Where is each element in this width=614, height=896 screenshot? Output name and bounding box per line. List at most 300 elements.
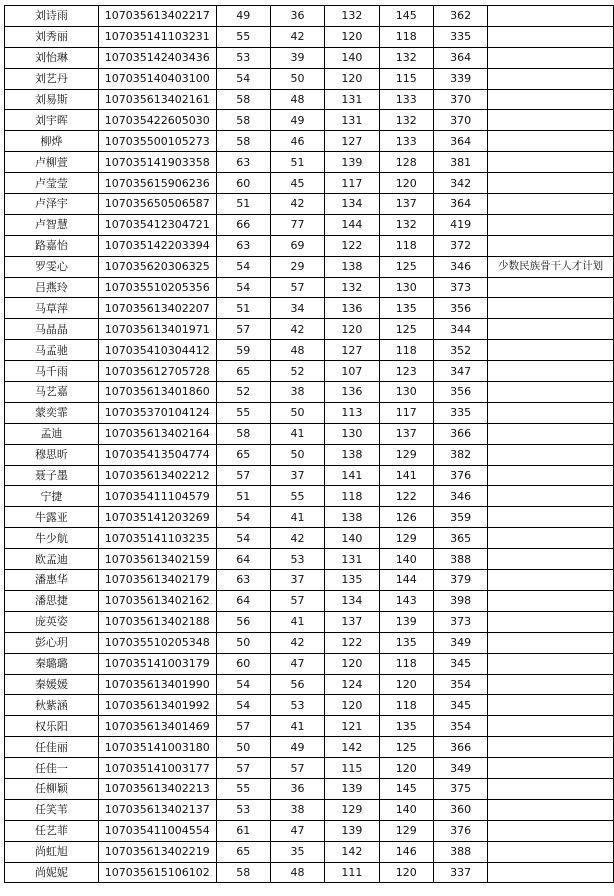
table-row (5, 674, 614, 695)
name-cell: 蒙奕霏 (5, 402, 99, 423)
score-4-cell: 120 (379, 758, 433, 779)
score-1-cell: 53 (216, 47, 270, 68)
total-score-cell: 364 (433, 131, 487, 152)
score-1-cell: 60 (216, 653, 270, 674)
table-row (5, 340, 614, 361)
total-score-cell: 359 (433, 507, 487, 528)
score-2-cell: 49 (270, 110, 324, 131)
score-3-cell: 120 (325, 695, 379, 716)
remark-cell (488, 507, 614, 528)
score-1-cell: 66 (216, 214, 270, 235)
total-score-cell: 349 (433, 632, 487, 653)
table-row (5, 486, 614, 507)
score-2-cell: 37 (270, 465, 324, 486)
score-2-cell: 51 (270, 152, 324, 173)
score-2-cell: 38 (270, 799, 324, 820)
table-row (5, 26, 614, 47)
name-cell: 牛露亚 (5, 507, 99, 528)
score-3-cell: 131 (325, 89, 379, 110)
score-2-cell: 53 (270, 549, 324, 570)
score-4-cell: 140 (379, 549, 433, 570)
score-4-cell: 135 (379, 716, 433, 737)
score-3-cell: 134 (325, 194, 379, 215)
score-2-cell: 42 (270, 26, 324, 47)
name-cell: 秦媛媛 (5, 674, 99, 695)
score-4-cell: 126 (379, 507, 433, 528)
score-4-cell: 125 (379, 737, 433, 758)
score-4-cell: 130 (379, 277, 433, 298)
exam-id-cell: 107035140403100 (98, 68, 216, 89)
name-cell: 柳烨 (5, 131, 99, 152)
name-cell: 卢智慧 (5, 214, 99, 235)
table-row (5, 361, 614, 382)
table-row (5, 778, 614, 799)
table-row (5, 319, 614, 340)
exam-id-cell: 107035370104124 (98, 402, 216, 423)
score-4-cell: 118 (379, 695, 433, 716)
remark-cell (488, 862, 614, 883)
score-2-cell: 42 (270, 194, 324, 215)
name-cell: 罗雯心 (5, 256, 99, 277)
exam-id-cell: 107035141203269 (98, 507, 216, 528)
table-row (5, 47, 614, 68)
remark-cell (488, 152, 614, 173)
total-score-cell: 419 (433, 214, 487, 235)
remark-cell (488, 570, 614, 591)
score-4-cell: 120 (379, 674, 433, 695)
score-3-cell: 107 (325, 361, 379, 382)
score-2-cell: 41 (270, 716, 324, 737)
score-1-cell: 58 (216, 110, 270, 131)
score-1-cell: 58 (216, 423, 270, 444)
remark-cell (488, 778, 614, 799)
table-row (5, 528, 614, 549)
score-3-cell: 121 (325, 716, 379, 737)
exam-id-cell: 107035613402212 (98, 465, 216, 486)
name-cell: 马千雨 (5, 361, 99, 382)
name-cell: 尚妮妮 (5, 862, 99, 883)
name-cell: 马艺嘉 (5, 382, 99, 403)
score-2-cell: 48 (270, 89, 324, 110)
exam-id-cell: 107035411004554 (98, 820, 216, 841)
table-row (5, 820, 614, 841)
exam-id-cell: 107035142403436 (98, 47, 216, 68)
score-3-cell: 122 (325, 632, 379, 653)
exam-id-cell: 107035613402164 (98, 423, 216, 444)
score-2-cell: 41 (270, 423, 324, 444)
name-cell: 潘惠华 (5, 570, 99, 591)
score-4-cell: 118 (379, 26, 433, 47)
exam-id-cell: 107035613402161 (98, 89, 216, 110)
exam-id-cell: 107035613401992 (98, 695, 216, 716)
score-1-cell: 54 (216, 674, 270, 695)
exam-id-cell: 107035422605030 (98, 110, 216, 131)
score-3-cell: 137 (325, 611, 379, 632)
score-3-cell: 117 (325, 173, 379, 194)
table-row (5, 570, 614, 591)
table-row (5, 444, 614, 465)
total-score-cell: 346 (433, 256, 487, 277)
score-3-cell: 130 (325, 423, 379, 444)
exam-id-cell: 107035141903358 (98, 152, 216, 173)
remark-cell (488, 382, 614, 403)
score-3-cell: 118 (325, 486, 379, 507)
score-1-cell: 51 (216, 194, 270, 215)
score-3-cell: 120 (325, 319, 379, 340)
total-score-cell: 382 (433, 444, 487, 465)
score-1-cell: 57 (216, 319, 270, 340)
score-3-cell: 138 (325, 256, 379, 277)
total-score-cell: 362 (433, 6, 487, 27)
score-4-cell: 118 (379, 653, 433, 674)
remark-cell (488, 173, 614, 194)
score-1-cell: 50 (216, 632, 270, 653)
name-cell: 穆思昕 (5, 444, 99, 465)
table-row (5, 110, 614, 131)
exam-id-cell: 107035510205348 (98, 632, 216, 653)
table-row (5, 799, 614, 820)
score-4-cell: 125 (379, 319, 433, 340)
name-cell: 刘艺丹 (5, 68, 99, 89)
score-4-cell: 133 (379, 89, 433, 110)
exam-id-cell: 107035613402159 (98, 549, 216, 570)
remark-cell (488, 737, 614, 758)
score-1-cell: 63 (216, 152, 270, 173)
remark-cell (488, 716, 614, 737)
score-2-cell: 49 (270, 737, 324, 758)
table-row (5, 862, 614, 883)
score-table-body (5, 6, 614, 883)
score-2-cell: 37 (270, 570, 324, 591)
score-2-cell: 41 (270, 507, 324, 528)
exam-id-cell: 107035613402162 (98, 590, 216, 611)
score-2-cell: 50 (270, 68, 324, 89)
score-4-cell: 117 (379, 402, 433, 423)
name-cell: 任佳一 (5, 758, 99, 779)
score-4-cell: 129 (379, 820, 433, 841)
score-2-cell: 57 (270, 277, 324, 298)
score-2-cell: 38 (270, 382, 324, 403)
remark-cell (488, 47, 614, 68)
score-2-cell: 42 (270, 319, 324, 340)
remark-cell (488, 340, 614, 361)
remark-cell (488, 465, 614, 486)
exam-id-cell: 107035615106102 (98, 862, 216, 883)
score-2-cell: 77 (270, 214, 324, 235)
name-cell: 宁捷 (5, 486, 99, 507)
remark-cell (488, 528, 614, 549)
exam-id-cell: 107035141103231 (98, 26, 216, 47)
score-2-cell: 42 (270, 632, 324, 653)
score-3-cell: 115 (325, 758, 379, 779)
score-2-cell: 45 (270, 173, 324, 194)
remark-cell (488, 820, 614, 841)
remark-cell (488, 6, 614, 27)
score-1-cell: 51 (216, 298, 270, 319)
score-3-cell: 140 (325, 47, 379, 68)
name-cell: 任佳丽 (5, 737, 99, 758)
score-4-cell: 137 (379, 194, 433, 215)
remark-cell (488, 194, 614, 215)
score-1-cell: 65 (216, 361, 270, 382)
score-3-cell: 129 (325, 799, 379, 820)
table-row (5, 277, 614, 298)
name-cell: 刘秀丽 (5, 26, 99, 47)
name-cell: 卢泽宇 (5, 194, 99, 215)
table-row (5, 173, 614, 194)
score-1-cell: 59 (216, 340, 270, 361)
score-3-cell: 144 (325, 214, 379, 235)
score-1-cell: 65 (216, 444, 270, 465)
remark-cell (488, 26, 614, 47)
score-1-cell: 51 (216, 486, 270, 507)
table-row (5, 194, 614, 215)
total-score-cell: 379 (433, 570, 487, 591)
remark-cell (488, 590, 614, 611)
total-score-cell: 370 (433, 89, 487, 110)
score-3-cell: 122 (325, 235, 379, 256)
score-4-cell: 123 (379, 361, 433, 382)
name-cell: 聂子墨 (5, 465, 99, 486)
score-4-cell: 129 (379, 528, 433, 549)
total-score-cell: 364 (433, 47, 487, 68)
remark-cell (488, 695, 614, 716)
score-3-cell: 139 (325, 778, 379, 799)
name-cell: 任柳颖 (5, 778, 99, 799)
score-1-cell: 54 (216, 507, 270, 528)
table-row (5, 841, 614, 862)
score-4-cell: 129 (379, 444, 433, 465)
score-3-cell: 120 (325, 653, 379, 674)
exam-id-cell: 107035613401990 (98, 674, 216, 695)
remark-cell (488, 68, 614, 89)
total-score-cell: 335 (433, 402, 487, 423)
score-1-cell: 58 (216, 131, 270, 152)
table-row (5, 423, 614, 444)
score-2-cell: 69 (270, 235, 324, 256)
score-3-cell: 139 (325, 820, 379, 841)
score-2-cell: 53 (270, 695, 324, 716)
score-3-cell: 120 (325, 68, 379, 89)
score-1-cell: 54 (216, 695, 270, 716)
score-3-cell: 131 (325, 549, 379, 570)
score-3-cell: 120 (325, 26, 379, 47)
score-1-cell: 54 (216, 277, 270, 298)
remark-cell (488, 799, 614, 820)
name-cell: 刘怡琳 (5, 47, 99, 68)
score-4-cell: 128 (379, 152, 433, 173)
exam-id-cell: 107035413504774 (98, 444, 216, 465)
total-score-cell: 356 (433, 382, 487, 403)
total-score-cell: 388 (433, 549, 487, 570)
score-2-cell: 47 (270, 653, 324, 674)
exam-id-cell: 107035612705728 (98, 361, 216, 382)
table-row (5, 695, 614, 716)
score-1-cell: 56 (216, 611, 270, 632)
total-score-cell: 346 (433, 486, 487, 507)
exam-id-cell: 107035411104579 (98, 486, 216, 507)
table-row (5, 402, 614, 423)
score-1-cell: 55 (216, 778, 270, 799)
score-4-cell: 115 (379, 68, 433, 89)
exam-id-cell: 107035510205356 (98, 277, 216, 298)
remark-cell (488, 402, 614, 423)
total-score-cell: 344 (433, 319, 487, 340)
exam-id-cell: 107035613402188 (98, 611, 216, 632)
total-score-cell: 388 (433, 841, 487, 862)
score-3-cell: 139 (325, 152, 379, 173)
table-row (5, 68, 614, 89)
table-row (5, 152, 614, 173)
remark-cell (488, 277, 614, 298)
score-1-cell: 58 (216, 89, 270, 110)
score-4-cell: 130 (379, 382, 433, 403)
name-cell: 孟迪 (5, 423, 99, 444)
exam-id-cell: 107035650506587 (98, 194, 216, 215)
remark-cell (488, 653, 614, 674)
score-4-cell: 137 (379, 423, 433, 444)
score-2-cell: 36 (270, 6, 324, 27)
table-row (5, 298, 614, 319)
exam-id-cell: 107035615906236 (98, 173, 216, 194)
score-1-cell: 57 (216, 716, 270, 737)
remark-cell (488, 444, 614, 465)
score-1-cell: 61 (216, 820, 270, 841)
name-cell: 牛少航 (5, 528, 99, 549)
total-score-cell: 364 (433, 194, 487, 215)
total-score-cell: 365 (433, 528, 487, 549)
exam-id-cell: 107035613401860 (98, 382, 216, 403)
score-table (4, 5, 614, 883)
exam-id-cell: 107035613401469 (98, 716, 216, 737)
score-2-cell: 55 (270, 486, 324, 507)
score-1-cell: 55 (216, 26, 270, 47)
name-cell: 卢莹莹 (5, 173, 99, 194)
remark-cell (488, 235, 614, 256)
remark-cell (488, 758, 614, 779)
name-cell: 权乐阳 (5, 716, 99, 737)
total-score-cell: 366 (433, 423, 487, 444)
score-4-cell: 132 (379, 110, 433, 131)
score-3-cell: 124 (325, 674, 379, 695)
score-1-cell: 57 (216, 465, 270, 486)
score-3-cell: 136 (325, 298, 379, 319)
exam-id-cell: 107035141003177 (98, 758, 216, 779)
score-3-cell: 138 (325, 507, 379, 528)
table-row (5, 737, 614, 758)
remark-cell (488, 89, 614, 110)
remark-cell: 少数民族骨干人才计划 (488, 256, 614, 277)
score-4-cell: 139 (379, 611, 433, 632)
exam-id-cell: 107035141003179 (98, 653, 216, 674)
remark-cell (488, 361, 614, 382)
exam-id-cell: 107035620306325 (98, 256, 216, 277)
total-score-cell: 354 (433, 716, 487, 737)
score-3-cell: 142 (325, 841, 379, 862)
table-row (5, 235, 614, 256)
total-score-cell: 372 (433, 235, 487, 256)
score-2-cell: 50 (270, 444, 324, 465)
score-1-cell: 65 (216, 841, 270, 862)
total-score-cell: 370 (433, 110, 487, 131)
score-2-cell: 39 (270, 47, 324, 68)
name-cell: 任艺菲 (5, 820, 99, 841)
score-4-cell: 145 (379, 6, 433, 27)
remark-cell (488, 486, 614, 507)
name-cell: 尚虹旭 (5, 841, 99, 862)
total-score-cell: 398 (433, 590, 487, 611)
name-cell: 刘宇晖 (5, 110, 99, 131)
total-score-cell: 373 (433, 277, 487, 298)
score-2-cell: 34 (270, 298, 324, 319)
score-1-cell: 50 (216, 737, 270, 758)
table-row (5, 590, 614, 611)
score-1-cell: 55 (216, 402, 270, 423)
score-4-cell: 144 (379, 570, 433, 591)
score-2-cell: 52 (270, 361, 324, 382)
total-score-cell: 347 (433, 361, 487, 382)
remark-cell (488, 611, 614, 632)
score-4-cell: 141 (379, 465, 433, 486)
score-4-cell: 118 (379, 235, 433, 256)
score-3-cell: 132 (325, 6, 379, 27)
score-4-cell: 132 (379, 214, 433, 235)
score-1-cell: 54 (216, 256, 270, 277)
score-4-cell: 122 (379, 486, 433, 507)
score-1-cell: 58 (216, 862, 270, 883)
exam-id-cell: 107035141103235 (98, 528, 216, 549)
name-cell: 彭心玥 (5, 632, 99, 653)
table-row (5, 6, 614, 27)
table-row (5, 89, 614, 110)
exam-id-cell: 107035613402213 (98, 778, 216, 799)
table-row (5, 507, 614, 528)
name-cell: 吕燕玲 (5, 277, 99, 298)
total-score-cell: 360 (433, 799, 487, 820)
exam-id-cell: 107035142203394 (98, 235, 216, 256)
exam-id-cell: 107035613402217 (98, 6, 216, 27)
score-1-cell: 49 (216, 6, 270, 27)
score-1-cell: 63 (216, 235, 270, 256)
total-score-cell: 337 (433, 862, 487, 883)
score-2-cell: 56 (270, 674, 324, 695)
table-row (5, 256, 614, 277)
total-score-cell: 366 (433, 737, 487, 758)
remark-cell (488, 632, 614, 653)
score-1-cell: 54 (216, 528, 270, 549)
table-row (5, 758, 614, 779)
score-2-cell: 35 (270, 841, 324, 862)
score-3-cell: 140 (325, 528, 379, 549)
score-2-cell: 50 (270, 402, 324, 423)
table-row (5, 549, 614, 570)
total-score-cell: 356 (433, 298, 487, 319)
score-2-cell: 57 (270, 590, 324, 611)
score-3-cell: 113 (325, 402, 379, 423)
score-3-cell: 111 (325, 862, 379, 883)
score-3-cell: 138 (325, 444, 379, 465)
score-4-cell: 120 (379, 173, 433, 194)
total-score-cell: 352 (433, 340, 487, 361)
score-2-cell: 29 (270, 256, 324, 277)
name-cell: 任笑苇 (5, 799, 99, 820)
total-score-cell: 342 (433, 173, 487, 194)
score-3-cell: 127 (325, 340, 379, 361)
score-4-cell: 132 (379, 47, 433, 68)
score-1-cell: 53 (216, 799, 270, 820)
score-2-cell: 48 (270, 862, 324, 883)
name-cell: 潘思捷 (5, 590, 99, 611)
